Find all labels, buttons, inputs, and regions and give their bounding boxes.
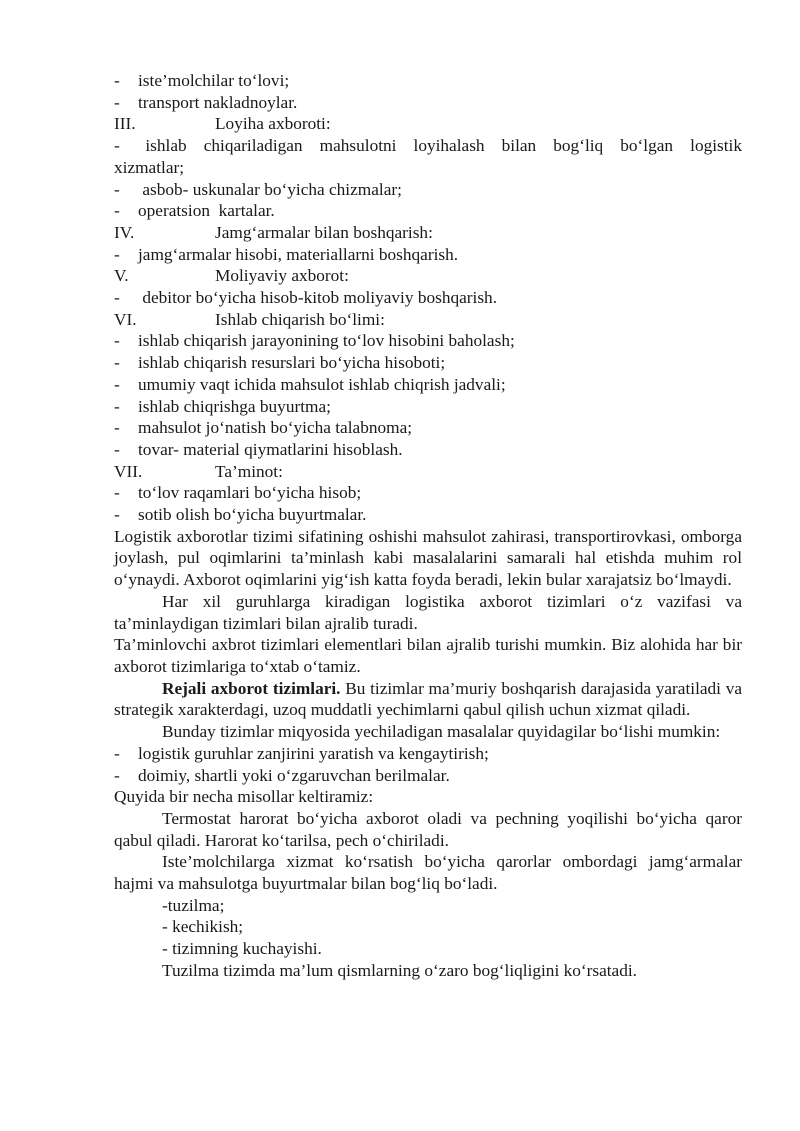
list-item: - tizimning kuchayishi.	[162, 939, 322, 959]
list-item	[114, 70, 742, 92]
list-dash: -	[114, 374, 120, 394]
list-item	[114, 743, 742, 765]
list-item	[114, 200, 742, 222]
list-item-text: operatsion kartalar.	[138, 201, 275, 221]
section-title: Loyiha axboroti:	[215, 114, 331, 134]
section-number: IV.	[114, 222, 135, 242]
list-item-text: ishlab chiqarish resurslari bo‘yicha hisoboti;	[138, 353, 446, 373]
list-dash: -	[114, 92, 120, 112]
list-item-text: sotib olish bo‘yicha buyurtmalar.	[138, 505, 367, 525]
section-heading	[114, 461, 742, 483]
list-item: - kechikish;	[162, 917, 244, 937]
list-item-text: - ishlab chiqariladigan mahsulotni loyihalash bilan bog‘liq bo‘lgan logistik	[114, 136, 742, 156]
paragraph: Iste’molchilarga xizmat ko‘rsatish bo‘yicha qarorlar ombordagi jamg‘armalar hajmi va mahsulotga buyurtmalar bilan bog‘liq bo‘ladi.	[114, 852, 742, 894]
list-item-text: ishlab chiqrishga buyurtma;	[138, 396, 331, 416]
list-item: -tuzilma;	[162, 895, 225, 915]
paragraph-heading: Rejali axborot tizimlari.	[162, 678, 341, 698]
list-item	[114, 439, 742, 461]
list-item	[114, 504, 742, 526]
list-dash: -	[114, 743, 120, 763]
paragraph: Quyida bir necha misollar keltiramiz:	[114, 787, 374, 807]
list-item	[114, 244, 742, 266]
list-dash: -	[114, 483, 120, 503]
section-heading	[114, 113, 742, 135]
list-item-text: umumiy vaqt ichida mahsulot ishlab chiqrish jadvali;	[138, 374, 506, 394]
list-dash: -	[114, 244, 120, 264]
list-item	[114, 482, 742, 504]
list-item-text: transport nakladnoylar.	[138, 92, 298, 112]
paragraph: Ta’minlovchi axbrot tizimlari elementlari bilan ajralib turishi mumkin. Biz alohida har bir axborot tizimlariga to‘xtab o‘tamiz.	[114, 635, 742, 676]
list-item-text: to‘lov raqamlari bo‘yicha hisob;	[138, 483, 362, 503]
list-item	[114, 287, 742, 309]
list-item-text: asbob- uskunalar bo‘yicha chizmalar;	[138, 179, 402, 199]
list-item	[114, 352, 742, 374]
section-number: VII.	[114, 461, 143, 481]
list-item-text: logistik guruhlar zanjirini yaratish va kengaytirish;	[138, 743, 489, 763]
section-heading	[114, 265, 742, 287]
document-page	[114, 70, 742, 982]
section-heading	[114, 309, 742, 331]
list-item-text: doimiy, shartli yoki o‘zgaruvchan berilmalar.	[138, 765, 450, 785]
list-dash: -	[114, 439, 120, 459]
list-dash: -	[114, 201, 120, 221]
list-item	[114, 330, 742, 352]
list-item-text: iste’molchilar to‘lovi;	[138, 71, 290, 90]
list-dash: -	[114, 331, 120, 351]
list-item	[114, 765, 742, 787]
list-item-text: ishlab chiqarish jarayonining to‘lov hisobini baholash;	[138, 331, 515, 351]
list-item-text: mahsulot jo‘natish bo‘yicha talabnoma;	[138, 418, 413, 438]
paragraph: Termostat harorat bo‘yicha axborot oladi va pechning yoqilishi bo‘yicha qaror qabul qiladi. Harorat ko‘tarilsa, pech o‘chiriladi.	[114, 808, 742, 850]
paragraph: Logistik axborotlar tizimi sifatining oshishi mahsulot zahirasi, transportirovkasi, omborga joylash, pul oqimlarini ta’minlash kabi masalalarini samarali hal etishda muhim rol o‘ynaydi. Axborot oqimlarini yig‘ish katta foyda beradi, lekin bular xarajatsiz bo‘lmaydi.	[114, 526, 742, 590]
list-item	[114, 417, 742, 439]
list-dash: -	[114, 71, 120, 90]
paragraph-text: Bu tizimlar ma’muriy boshqarish darajasida yaratiladi va strategik xarakterdagi, uzoq muddatli yechimlarni qabul qilish uchun xizmat qiladi.	[114, 678, 742, 720]
list-item-text: debitor bo‘yicha hisob-kitob moliyaviy boshqarish.	[138, 288, 498, 308]
list-dash: -	[114, 418, 120, 438]
list-item	[114, 92, 742, 114]
list-item	[114, 179, 742, 201]
list-dash: -	[114, 353, 120, 373]
section-number: VI.	[114, 309, 137, 329]
section-title: Moliyaviy axborot:	[215, 266, 349, 286]
list-dash: -	[114, 288, 120, 308]
section-title: Jamg‘armalar bilan boshqarish:	[215, 222, 433, 242]
section-title: Ishlab chiqarish bo‘limi:	[215, 309, 385, 329]
section-title: Ta’minot:	[215, 461, 283, 481]
section-number: V.	[114, 266, 129, 286]
list-dash: -	[114, 765, 120, 785]
list-item	[114, 396, 742, 418]
paragraph: Tuzilma tizimda ma’lum qismlarning o‘zaro bog‘liqligini ko‘rsatadi.	[162, 960, 637, 980]
list-item-text: jamg‘armalar hisobi, materiallarni boshqarish.	[138, 244, 459, 264]
paragraph: Har xil guruhlarga kiradigan logistika axborot tizimlari o‘z vazifasi va ta’minlaydigan tizimlari bilan ajralib turadi.	[114, 591, 742, 633]
paragraph: Bunday tizimlar miqyosida yechiladigan masalalar quyidagilar bo‘lishi mumkin:	[162, 722, 721, 742]
section-number: III.	[114, 114, 136, 134]
list-dash: -	[114, 396, 120, 416]
list-dash: -	[114, 179, 120, 199]
section-heading	[114, 222, 742, 244]
list-item	[114, 374, 742, 396]
list-item-text: xizmatlar;	[114, 157, 185, 177]
list-dash: -	[114, 505, 120, 525]
list-item-text: tovar- material qiymatlarini hisoblash.	[138, 439, 403, 459]
paragraph	[114, 678, 742, 721]
